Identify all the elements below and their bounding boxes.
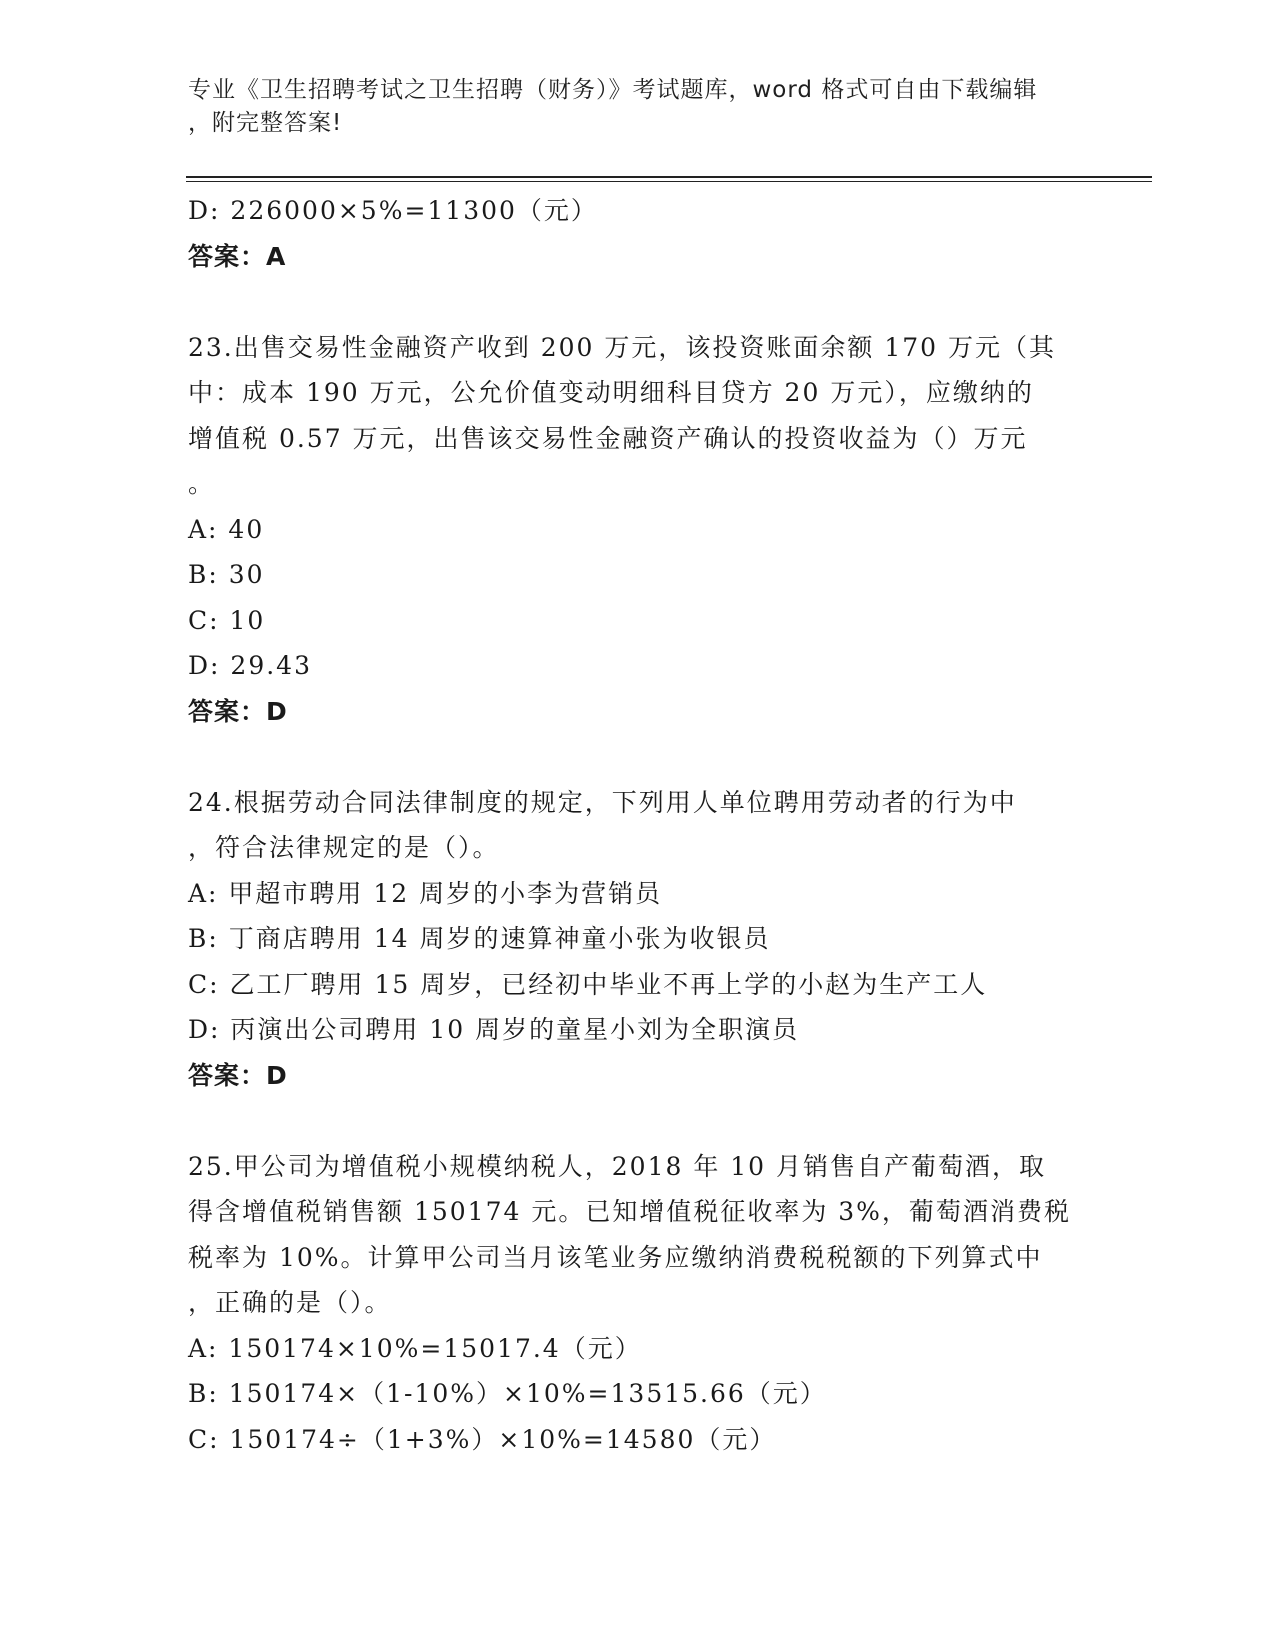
q23-option-c: C: 10 bbox=[188, 605, 266, 635]
spacer bbox=[188, 734, 1088, 780]
header-line-1: 专业《卫生招聘考试之卫生招聘（财务）》考试题库，word 格式可自由下载编辑 bbox=[188, 77, 1038, 103]
q25-stem-line-1: 25.甲公司为增值税小规模纳税人，2018 年 10 月销售自产葡萄酒，取 bbox=[188, 1151, 1047, 1181]
q23-stem-line-1: 23.出售交易性金融资产收到 200 万元，该投资账面余额 170 万元（其 bbox=[188, 332, 1056, 362]
question-23 bbox=[188, 325, 1088, 735]
q24-option-d: D: 丙演出公司聘用 10 周岁的童星小刘为全职演员 bbox=[188, 1015, 800, 1044]
q25-option-a: A: 150174×10%=15017.4（元） bbox=[188, 1333, 642, 1363]
spacer bbox=[188, 279, 1088, 325]
question-content bbox=[188, 188, 1088, 1462]
header-line-2: ，附完整答案! bbox=[188, 110, 343, 136]
q23-option-b: B: 30 bbox=[188, 560, 265, 589]
q25-option-b: B: 150174×（1-10%）×10%=13515.66（元） bbox=[188, 1379, 827, 1408]
q23-stem-line-2: 中：成本 190 万元，公允价值变动明细科目贷方 20 万元），应缴纳的 bbox=[188, 378, 1034, 407]
header-divider-thin bbox=[186, 181, 1152, 182]
q24-option-a: A: 甲超市聘用 12 周岁的小李为营销员 bbox=[188, 878, 663, 908]
q25-stem-line-3: 税率为 10%。计算甲公司当月该笔业务应缴纳消费税税额的下列算式中 bbox=[188, 1242, 1043, 1272]
q23-option-a: A: 40 bbox=[188, 514, 265, 544]
q25-stem-line-2: 得含增值税销售额 150174 元。已知增值税征收率为 3%，葡萄酒消费税 bbox=[188, 1197, 1071, 1226]
q23-stem-line-3: 增值税 0.57 万元，出售该交易性金融资产确认的投资收益为（）万元 bbox=[188, 423, 1028, 453]
q24-stem-line-1: 24.根据劳动合同法律制度的规定，下列用人单位聘用劳动者的行为中 bbox=[188, 787, 1017, 817]
q25-option-c: C: 150174÷（1+3%）×10%=14580（元） bbox=[188, 1424, 777, 1454]
q24-stem-line-2: ，符合法律规定的是（）。 bbox=[188, 833, 500, 862]
prev-answer: 答案：A bbox=[188, 241, 287, 271]
question-25 bbox=[188, 1144, 1088, 1463]
q24-answer: 答案：D bbox=[188, 1060, 288, 1090]
question-24 bbox=[188, 780, 1088, 1099]
q24-option-c: C: 乙工厂聘用 15 周岁，已经初中毕业不再上学的小赵为生产工人 bbox=[188, 969, 988, 999]
q24-option-b: B: 丁商店聘用 14 周岁的速算神童小张为收银员 bbox=[188, 924, 771, 953]
spacer bbox=[188, 1098, 1088, 1144]
q23-stem-line-4: 。 bbox=[188, 469, 216, 498]
q25-stem-line-4: ，正确的是（）。 bbox=[188, 1288, 392, 1317]
prev-option-d: D: 226000×5%=11300（元） bbox=[188, 196, 598, 225]
q23-option-d: D: 29.43 bbox=[188, 651, 312, 680]
page-header bbox=[188, 74, 1068, 140]
header-divider-thick bbox=[186, 176, 1152, 178]
q23-answer: 答案：D bbox=[188, 696, 288, 726]
